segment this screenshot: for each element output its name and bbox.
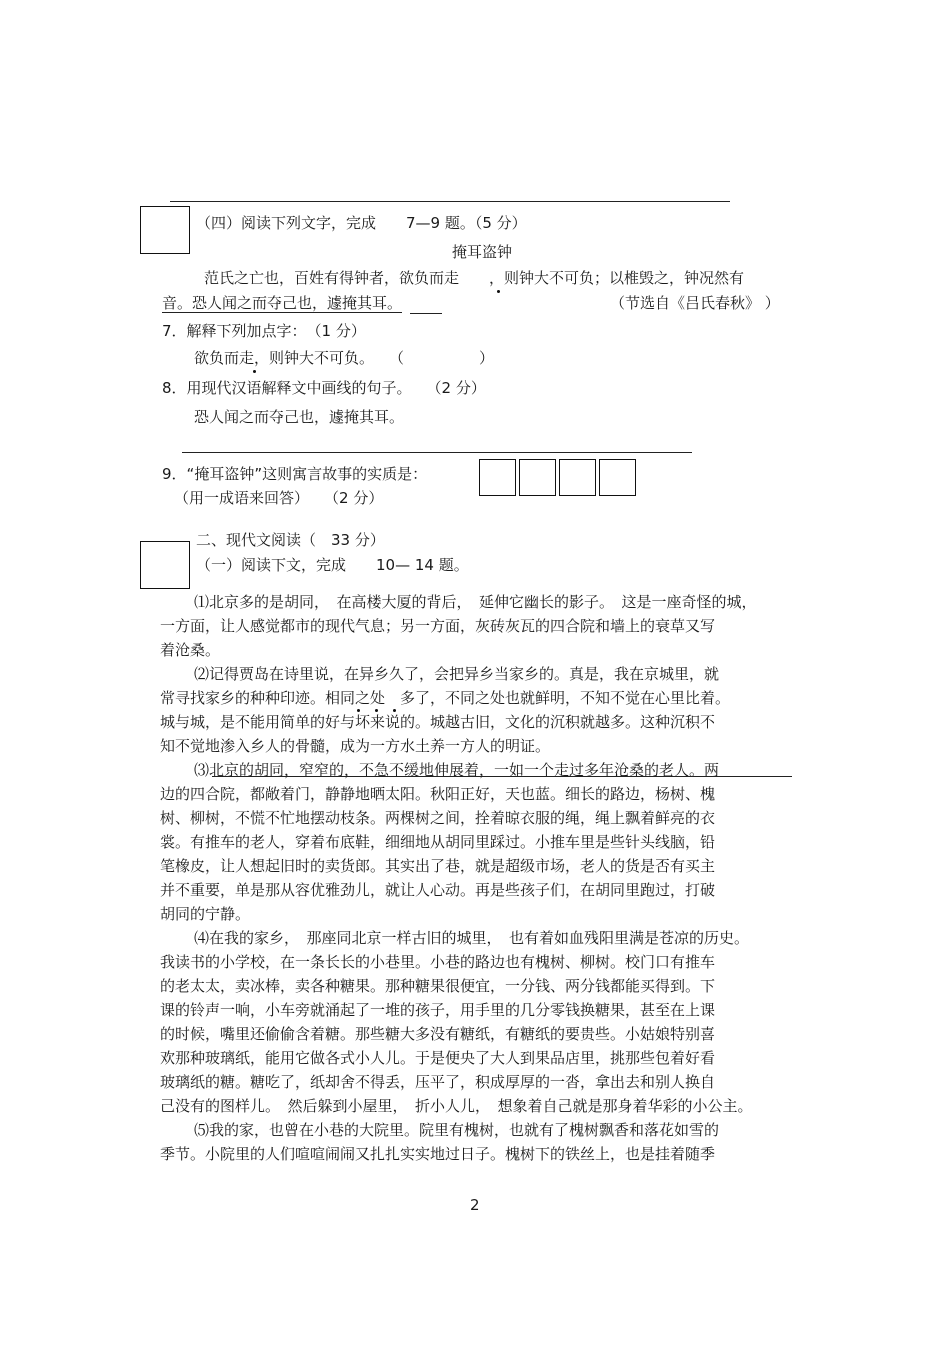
part2-subheader: （一）阅读下文，完成 10— 14 题。 xyxy=(196,556,469,574)
passage-title: 掩耳盗钟 xyxy=(452,243,513,261)
answer-box[interactable] xyxy=(519,459,556,496)
answer-box[interactable] xyxy=(479,459,516,496)
paragraph-line: 的时候，嘴里还偷偷含着糖。那些糖大多没有糖纸，有糖纸的要贵些。小姑娘特别喜 xyxy=(160,1025,716,1043)
underlined-sentence-line xyxy=(212,776,792,777)
paragraph-line: 欢那种玻璃纸，能用它做各式小人儿。于是便央了大人到果品店里，挑那些包着好看 xyxy=(160,1049,716,1067)
paragraph-line: 着沧桑。 xyxy=(160,641,221,659)
paragraph-line: 的老太太，卖冰棒，卖各种糖果。那种糖果很便宜，一分钱、两分钱都能买得到。下 xyxy=(160,977,716,995)
paragraph-line: 边的四合院，都敞着门，静静地晒太阳。秋阳正好，天也蓝。细长的路边，杨树、槐 xyxy=(160,785,716,803)
emphasis-dot xyxy=(497,290,500,293)
underlined-sentence: 音。恐人闻之而夺己也，遽掩其耳。 xyxy=(162,294,403,312)
answer-line xyxy=(182,452,692,453)
paragraph-line: 我读书的小学校，在一条长长的小巷里。小巷的路边也有槐树、柳树。校门口有推车 xyxy=(160,953,716,971)
question-8: 8．用现代汉语解释文中画线的句子。 （2 分） xyxy=(162,379,486,397)
paragraph-line: ⑶北京的胡同，窄窄的，不急不缓地伸展着，一如一个走过多年沧桑的老人。两 xyxy=(194,761,720,779)
paragraph-line: 胡同的宁静。 xyxy=(160,905,251,923)
question-7-item: 欲负而走，则钟大不可负。 （ ） xyxy=(194,349,495,367)
score-box xyxy=(140,206,190,254)
paragraph-line: 知不觉地渗入乡人的骨髓，成为一方水土养一方人的明证。 xyxy=(160,737,551,755)
paragraph-line: 并不重要，单是那从容优雅劲儿，就让人心动。再是些孩子们，在胡同里跑过，打破 xyxy=(160,881,716,899)
page-number: 2 xyxy=(470,1196,480,1214)
paragraph-line: 课的铃声一响，小车旁就涌起了一堆的孩子，用手里的几分零钱换糖果，甚至在上课 xyxy=(160,1001,716,1019)
paragraph-line: 玻璃纸的糖。糖吃了，纸却舍不得丢，压平了，积成厚厚的一沓，拿出去和别人换自 xyxy=(160,1073,716,1091)
question-9: 9．“掩耳盗钟”这则寓言故事的实质是： xyxy=(162,465,428,483)
question-9-note: （用一成语来回答） （2 分） xyxy=(174,489,384,507)
question-8-item: 恐人闻之而夺己也，遽掩其耳。 xyxy=(194,408,405,426)
emphasis-dot xyxy=(253,370,256,373)
paragraph-line: 裳。有推车的老人，穿着布底鞋，细细地从胡同里踩过。小推车里是些针头线脑，铅 xyxy=(160,833,716,851)
paragraph-line: 树、柳树，不慌不忙地摆动枝条。两棵树之间，拴着晾衣服的绳，绳上飘着鲜亮的衣 xyxy=(160,809,716,827)
top-rule xyxy=(170,201,730,202)
paragraph-line: ⑸我的家，也曾在小巷的大院里。院里有槐树，也就有了槐树飘香和落花如雪的 xyxy=(194,1121,720,1139)
paragraph-line: 季节。小院里的人们喧喧闹闹又扎扎实实地过日子。槐树下的铁丝上，也是挂着随季 xyxy=(160,1145,716,1163)
section4-header: （四）阅读下列文字，完成 7—9 题。（5 分） xyxy=(196,214,527,232)
passage-line xyxy=(162,293,402,313)
paragraph-line: ⑷在我的家乡， 那座同北京一样古旧的城里， 也有着如血残阳里满是苍凉的历史。 xyxy=(194,929,750,947)
paragraph-line: ⑵记得贾岛在诗里说，在异乡久了，会把异乡当家乡的。真是，我在京城里，就 xyxy=(194,665,720,683)
paragraph-line: 一方面，让人感觉都市的现代气息；另一方面，灰砖灰瓦的四合院和墙上的衰草又写 xyxy=(160,617,716,635)
underline-extension xyxy=(410,313,442,314)
paragraph-line: 己没有的图样儿。 然后躲到小屋里， 折小人儿， 想象着自己就是那身着华彩的小公主。 xyxy=(160,1097,753,1115)
question-7: 7．解释下列加点字： （1 分） xyxy=(162,322,366,340)
paragraph-line: 笔橡皮，让人想起旧时的卖货郎。其实出了巷，就是超级市场，老人的货是否有买主 xyxy=(160,857,716,875)
answer-box[interactable] xyxy=(599,459,636,496)
score-box xyxy=(140,541,190,589)
paragraph-line: ⑴北京多的是胡同， 在高楼大厦的背后， 延伸它幽长的影子。 这是一座奇怪的城， xyxy=(194,593,757,611)
paragraph-line: 城与城，是不能用简单的好与坏来说的。城越古旧，文化的沉积就越多。这种沉积不 xyxy=(160,713,716,731)
part2-header: 二、现代文阅读（ 33 分） xyxy=(196,531,385,549)
answer-box[interactable] xyxy=(559,459,596,496)
passage-line: 范氏之亡也，百姓有得钟者，欲负而走 ，则钟大不可负；以椎毁之，钟况然有 xyxy=(204,269,745,287)
paragraph-line: 常寻找家乡的种种印迹。相同之处 多了，不同之处也就鲜明，不知不觉在心里比着。 xyxy=(160,689,731,707)
passage-source: （节选自《吕氏春秋》 ） xyxy=(610,294,780,312)
